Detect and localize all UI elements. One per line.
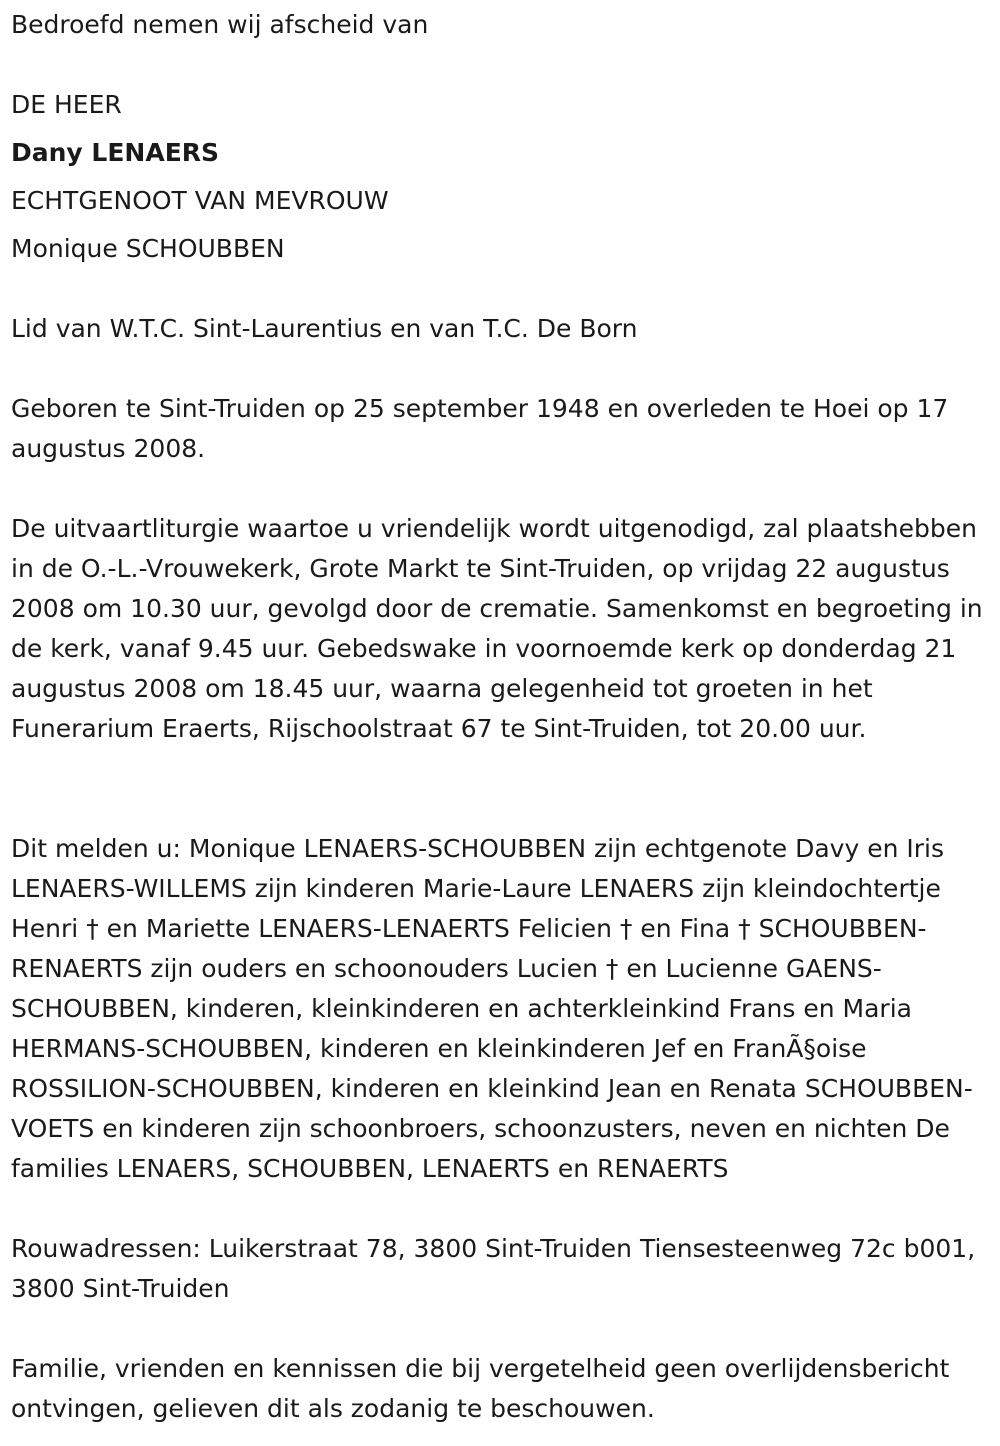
addresses-text: Rouwadressen: Luikerstraat 78, 3800 Sint-Truiden Tiensesteenweg 72c b001, 3800 Sint-Truiden — [11, 1234, 976, 1303]
closing-text: Familie, vrienden en kennissen die bij vergetelheid geen overlijdensbericht ontvingen, gelieven dit als zodanig te beschouwen. — [11, 1354, 950, 1423]
birth-death-text: Geboren te Sint-Truiden op 25 september 1948 en overleden te Hoei op 17 augustus 2008. — [11, 394, 949, 463]
spouse-label: ECHTGENOOT VAN MEVROUW — [11, 186, 389, 215]
membership-text: Lid van W.T.C. Sint-Laurentius en van T.C. De Born — [11, 314, 638, 343]
family-text: Dit melden u: Monique LENAERS-SCHOUBBEN zijn echtgenote Davy en Iris LENAERS-WILLEMS zijn kinderen Marie-Laure LENAERS zijn kleindochtertje Henri † en Mariette LENAERS-LENAERTS Felicien † en Fina † SCHOUBBEN-RENAERTS zijn ouders en schoonouders Lucien † en Lucienne GAENS-SCHOUBBEN, kinderen, kleinkinderen en achterkleinkind Frans en Maria HERMANS-SCHOUBBEN, kinderen en kleinkinderen Jef en FranÃ§oise ROSSILION-SCHOUBBEN, kinderen en kleinkind Jean en Renata SCHOUBBEN-VOETS en kinderen zijn schoonbroers, schoonzusters, neven en nichten De families LENAERS, SCHOUBBEN, LENAERTS en RENAERTS — [11, 834, 973, 1183]
title-text: DE HEER — [11, 90, 122, 119]
spouse-name: Monique SCHOUBBEN — [11, 234, 285, 263]
intro-text: Bedroefd nemen wij afscheid van — [11, 10, 429, 39]
funeral-text: De uitvaartliturgie waartoe u vriendelijk wordt uitgenodigd, zal plaatshebben in de O.-L.-Vrouwekerk, Grote Markt te Sint-Truiden, op vrijdag 22 augustus 2008 om 10.30 uur, gevolgd door de crematie. Samenkomst en begroeting in de kerk, vanaf 9.45 uur. Gebedswake in voornoemde kerk op donderdag 21 augustus 2008 om 18.45 uur, waarna gelegenheid tot groeten in het Funerarium Eraerts, Rijschoolstraat 67 te Sint-Truiden, tot 20.00 uur. — [11, 514, 983, 743]
deceased-name: Dany LENAERS — [11, 138, 220, 167]
